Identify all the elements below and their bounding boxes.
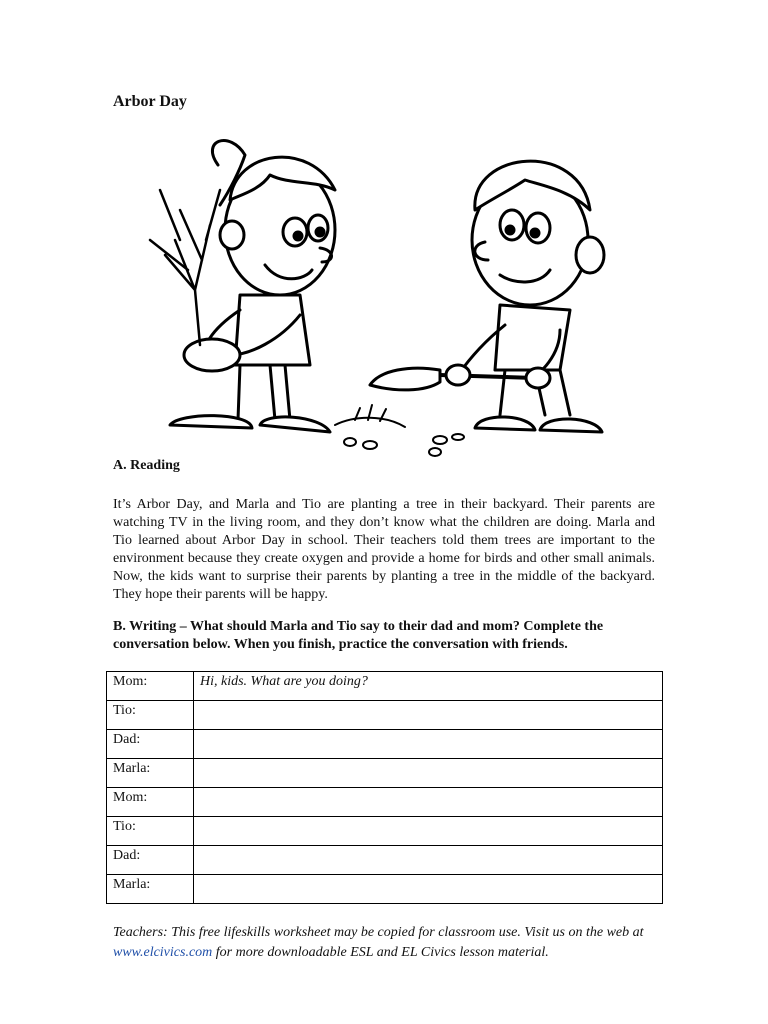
table-row xyxy=(107,759,663,788)
dialogue-cell[interactable] xyxy=(194,701,663,730)
kids-planting-tree-illustration xyxy=(140,130,660,460)
dialogue-cell[interactable] xyxy=(194,788,663,817)
table-row xyxy=(107,846,663,875)
dialogue-cell[interactable] xyxy=(194,759,663,788)
speaker-cell: Mom: xyxy=(107,788,194,817)
footer-text-after: for more downloadable ESL and EL Civics lesson material. xyxy=(212,945,549,960)
reading-paragraph: It’s Arbor Day, and Marla and Tio are planting a tree in their backyard. Their parents are watching TV in the living room, and they don’t know what the children are doing. Marla and Tio learned about Arbor Day in school. Their teachers told them trees are important to the environment because they create oxygen and provide a home for birds and other small animals. Now, the kids want to surprise their parents by planting a tree in the middle of the backyard. They hope their parents will be happy. xyxy=(113,497,655,602)
speaker-cell: Marla: xyxy=(107,759,194,788)
section-b-heading: B. Writing – What should Marla and Tio say to their dad and mom? Complete the conversation below. When you finish, practice the conversation with friends. xyxy=(113,619,604,652)
dialogue-cell[interactable] xyxy=(194,875,663,904)
footer-text-before: Teachers: This free lifeskills worksheet may be copied for classroom use. Visit us on the web at xyxy=(113,925,644,940)
dialogue-cell[interactable] xyxy=(194,846,663,875)
dialogue-cell[interactable] xyxy=(194,817,663,846)
speaker-cell: Tio: xyxy=(107,701,194,730)
conversation-table xyxy=(106,671,663,904)
dialogue-cell[interactable] xyxy=(194,730,663,759)
dirt-mound xyxy=(335,405,464,456)
footer-note xyxy=(113,923,673,963)
table-row xyxy=(107,817,663,846)
speaker-cell: Tio: xyxy=(107,817,194,846)
page-title: Arbor Day xyxy=(113,93,187,110)
speaker-cell: Dad: xyxy=(107,730,194,759)
girl-figure xyxy=(150,141,335,432)
speaker-cell: Mom: xyxy=(107,672,194,701)
elcivics-link[interactable]: www.elcivics.com xyxy=(113,945,213,960)
section-a-heading: A. Reading xyxy=(113,458,180,473)
dialogue-cell[interactable]: Hi, kids. What are you doing? xyxy=(194,672,663,701)
table-row xyxy=(107,672,663,701)
speaker-cell: Dad: xyxy=(107,846,194,875)
table-row xyxy=(107,875,663,904)
table-row xyxy=(107,701,663,730)
speaker-cell: Marla: xyxy=(107,875,194,904)
boy-figure xyxy=(370,161,604,432)
table-row xyxy=(107,788,663,817)
table-row xyxy=(107,730,663,759)
